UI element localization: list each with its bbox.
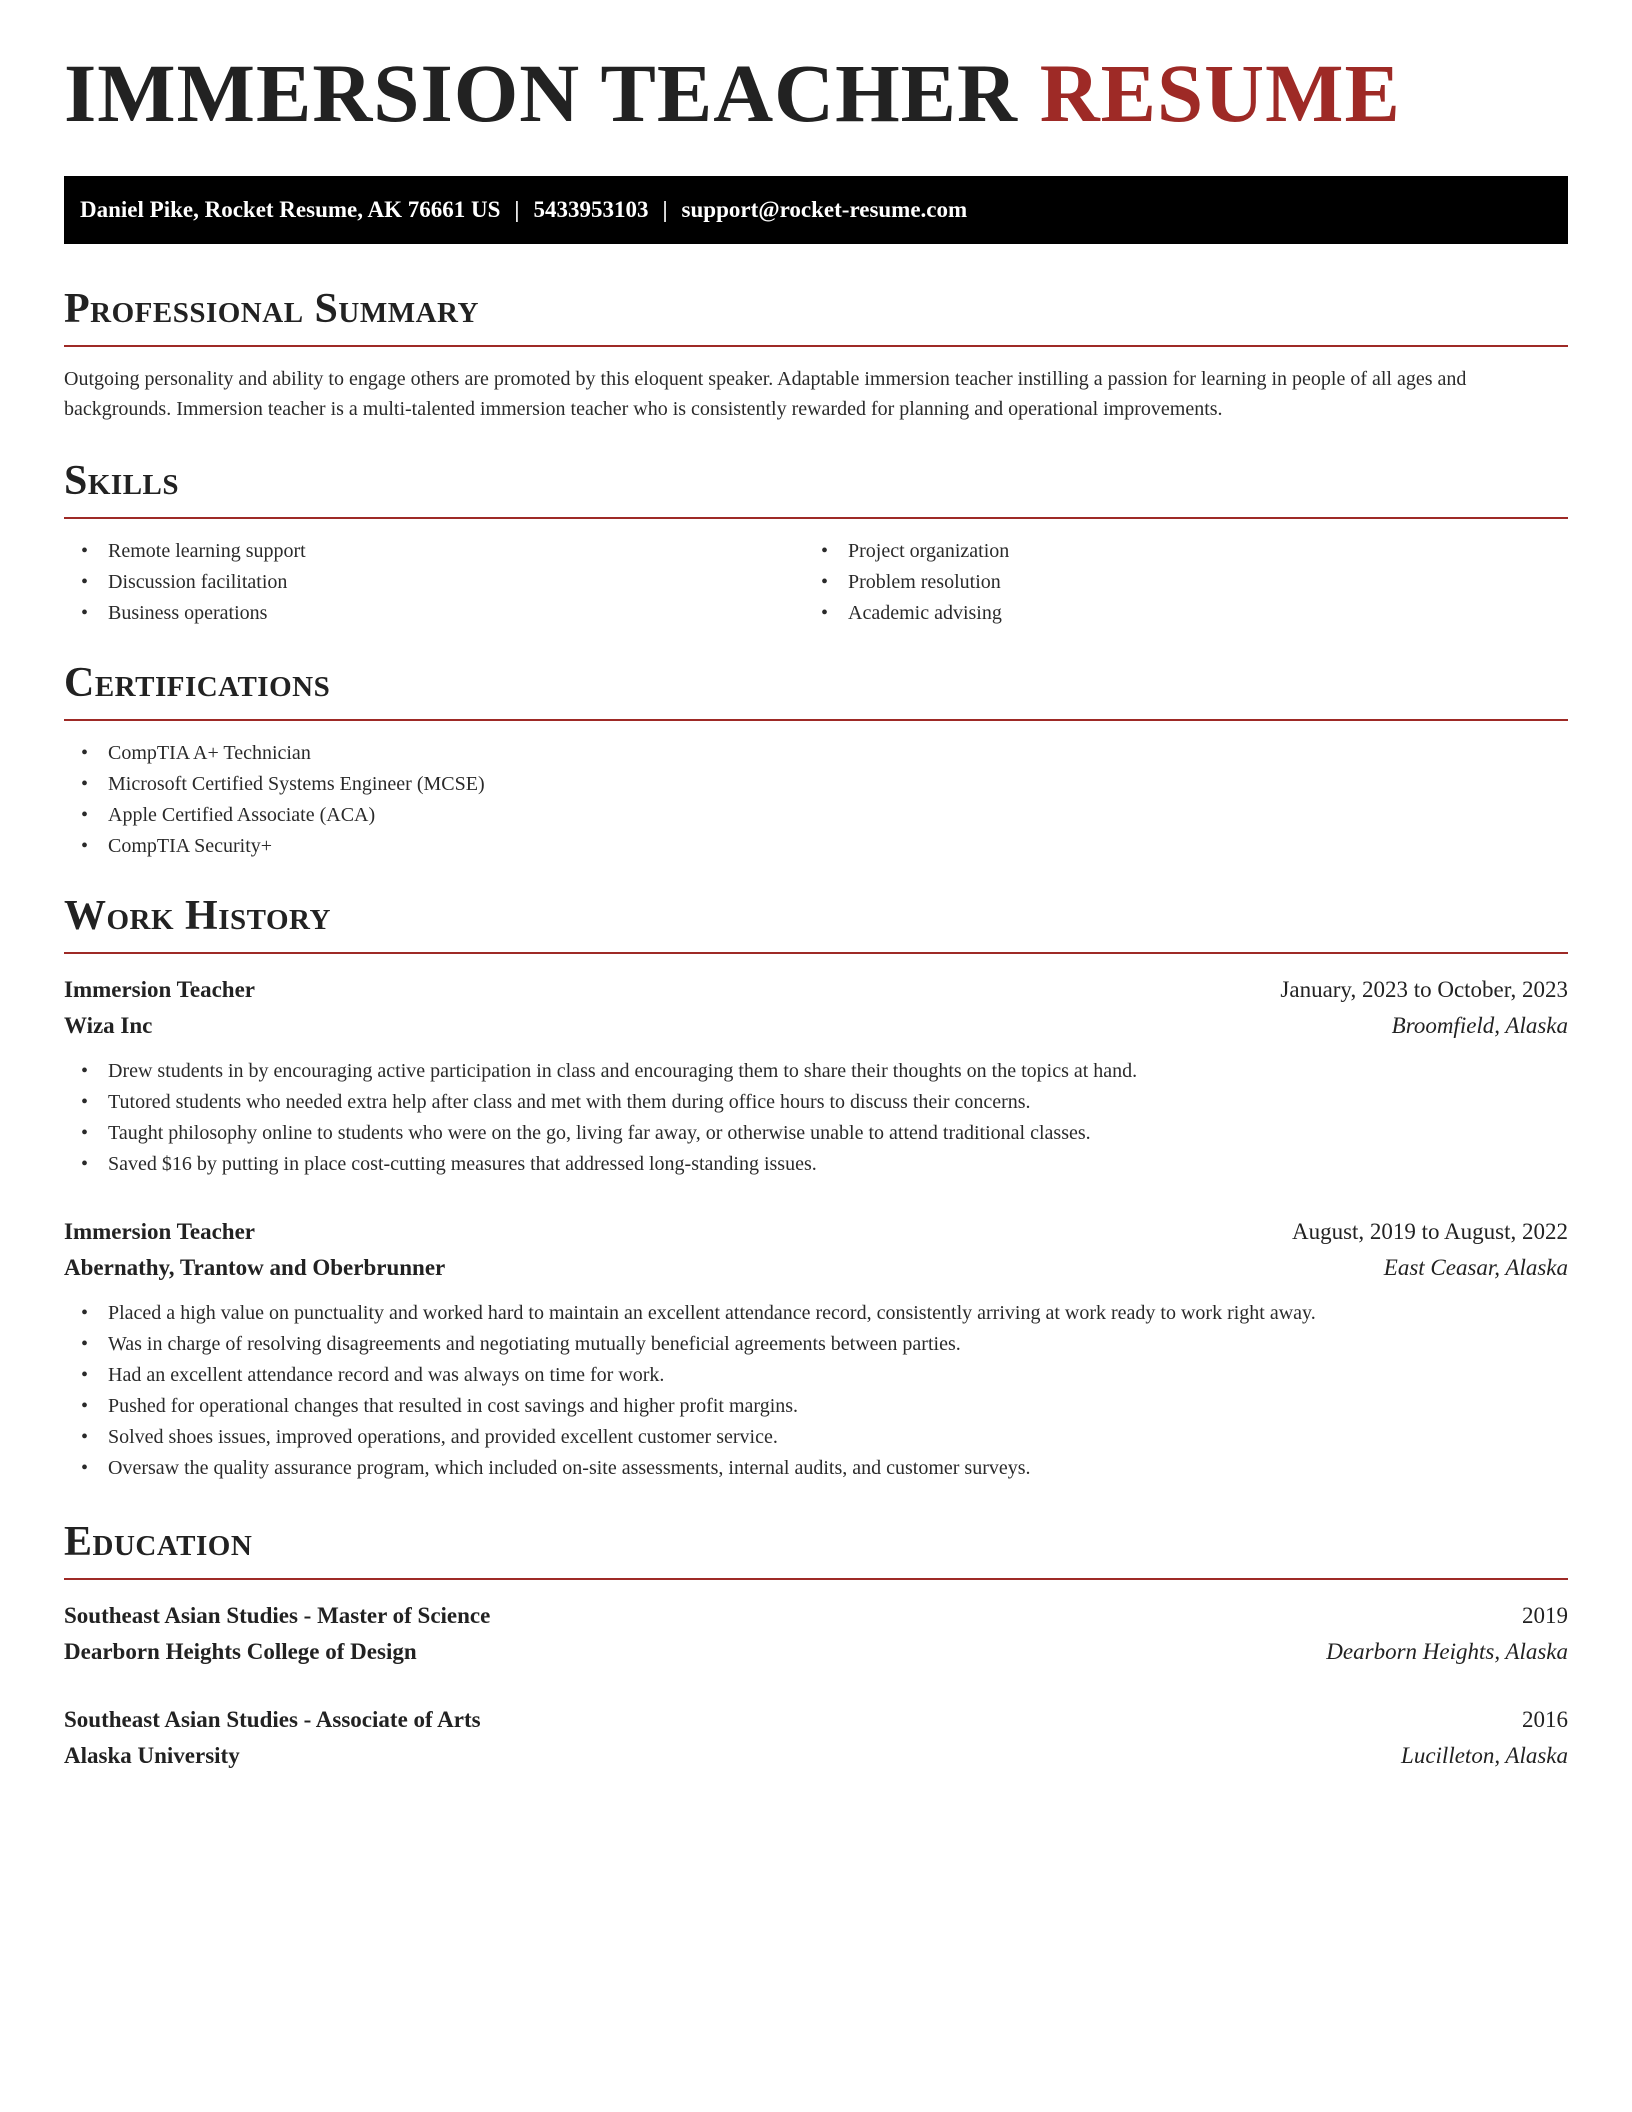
list-item: • Apple Certified Associate (ACA) [64, 800, 1568, 831]
skills-list-right [804, 536, 1544, 629]
education-location: Dearborn Heights, Alaska [1326, 1639, 1568, 1664]
summary-section [64, 288, 1568, 424]
skills-heading: Skills [64, 458, 180, 504]
contact-separator: | [662, 197, 668, 222]
job-bullets [64, 1298, 1568, 1484]
job-title: Immersion Teacher [64, 1219, 256, 1244]
contact-address: Daniel Pike, Rocket Resume, AK 76661 US [80, 197, 501, 222]
list-item: • Placed a high value on punctuality and worked hard to maintain an excellent attendance record, consistently arriving at work ready to work right away. [64, 1298, 1568, 1329]
education-school-row [64, 1738, 1568, 1774]
list-item: • Had an excellent attendance record and was always on time for work. [64, 1360, 1568, 1391]
work-heading: Work History [64, 893, 331, 939]
list-item: • Drew students in by encouraging active participation in class and encouraging them to share their thoughts on the topics at hand. [64, 1056, 1568, 1087]
list-item: • Discussion facilitation [64, 567, 804, 598]
job-company-row [64, 1008, 1568, 1044]
section-divider [64, 952, 1568, 954]
certifications-heading: Certifications [64, 660, 331, 706]
education-section [64, 1521, 1568, 1774]
job-entry [64, 1214, 1568, 1484]
job-location: Broomfield, Alaska [1391, 1013, 1568, 1038]
list-item: • Solved shoes issues, improved operations, and provided excellent customer service. [64, 1422, 1568, 1453]
education-year: 2019 [1522, 1603, 1568, 1628]
section-divider [64, 719, 1568, 721]
education-degree: Southeast Asian Studies - Associate of Arts [64, 1707, 481, 1732]
title-accent: RESUME [1039, 47, 1401, 139]
education-heading: Education [64, 1519, 253, 1565]
job-dates: January, 2023 to October, 2023 [1280, 977, 1568, 1002]
job-header-row [64, 1214, 1568, 1250]
contact-bar [64, 176, 1568, 244]
job-entry [64, 972, 1568, 1180]
list-item: • Remote learning support [64, 536, 804, 567]
certifications-section [64, 662, 1568, 862]
list-item: • CompTIA A+ Technician [64, 738, 1568, 769]
education-school-row [64, 1634, 1568, 1670]
job-bullets [64, 1056, 1568, 1180]
list-item: • Was in charge of resolving disagreements and negotiating mutually beneficial agreements between parties. [64, 1329, 1568, 1360]
list-item: • Tutored students who needed extra help after class and met with them during office hours to discuss their concerns. [64, 1087, 1568, 1118]
job-company-row [64, 1250, 1568, 1286]
education-year: 2016 [1522, 1707, 1568, 1732]
list-item: • Saved $16 by putting in place cost-cutting measures that addressed long-standing issues. [64, 1149, 1568, 1180]
skills-grid [64, 536, 1568, 629]
list-item: • Academic advising [804, 598, 1544, 629]
job-location: East Ceasar, Alaska [1383, 1255, 1568, 1280]
summary-heading: Professional Summary [64, 286, 479, 332]
job-title: Immersion Teacher [64, 977, 256, 1002]
contact-separator: | [514, 197, 520, 222]
list-item: • Project organization [804, 536, 1544, 567]
job-dates: August, 2019 to August, 2022 [1291, 1219, 1568, 1244]
certifications-list [64, 738, 1568, 862]
title-main: IMMERSION TEACHER [64, 47, 1018, 139]
list-item: • CompTIA Security+ [64, 831, 1568, 862]
list-item: • Oversaw the quality assurance program, which included on-site assessments, internal audits, and customer surveys. [64, 1453, 1568, 1484]
contact-phone: 5433953103 [533, 197, 649, 222]
list-item: • Business operations [64, 598, 804, 629]
list-item: • Taught philosophy online to students who were on the go, living far away, or otherwise unable to attend traditional classes. [64, 1118, 1568, 1149]
education-degree-row [64, 1702, 1568, 1738]
section-divider [64, 1578, 1568, 1580]
skills-section [64, 460, 1568, 629]
education-degree: Southeast Asian Studies - Master of Science [64, 1603, 491, 1628]
resume-title [64, 47, 1401, 139]
contact-email[interactable]: support@rocket-resume.com [681, 197, 968, 222]
section-divider [64, 345, 1568, 347]
education-entry [64, 1598, 1568, 1670]
list-item: • Microsoft Certified Systems Engineer (MCSE) [64, 769, 1568, 800]
list-item: • Pushed for operational changes that resulted in cost savings and higher profit margins. [64, 1391, 1568, 1422]
section-divider [64, 517, 1568, 519]
work-section [64, 895, 1568, 1484]
education-degree-row [64, 1598, 1568, 1634]
education-school: Alaska University [64, 1743, 240, 1768]
job-header-row [64, 972, 1568, 1008]
education-location: Lucilleton, Alaska [1401, 1743, 1568, 1768]
education-school: Dearborn Heights College of Design [64, 1639, 417, 1664]
job-company: Wiza Inc [64, 1013, 153, 1038]
skills-list-left [64, 536, 804, 629]
summary-text: Outgoing personality and ability to engage others are promoted by this eloquent speaker. Adaptable immersion teacher instilling a passion for learning in people of all ages and backgrounds. Immersion teacher is a multi-talented immersion teacher who is consistently rewarded for planning and operational improvements. [64, 368, 1467, 420]
job-company: Abernathy, Trantow and Oberbrunner [64, 1255, 446, 1280]
list-item: • Problem resolution [804, 567, 1544, 598]
education-entry [64, 1702, 1568, 1774]
